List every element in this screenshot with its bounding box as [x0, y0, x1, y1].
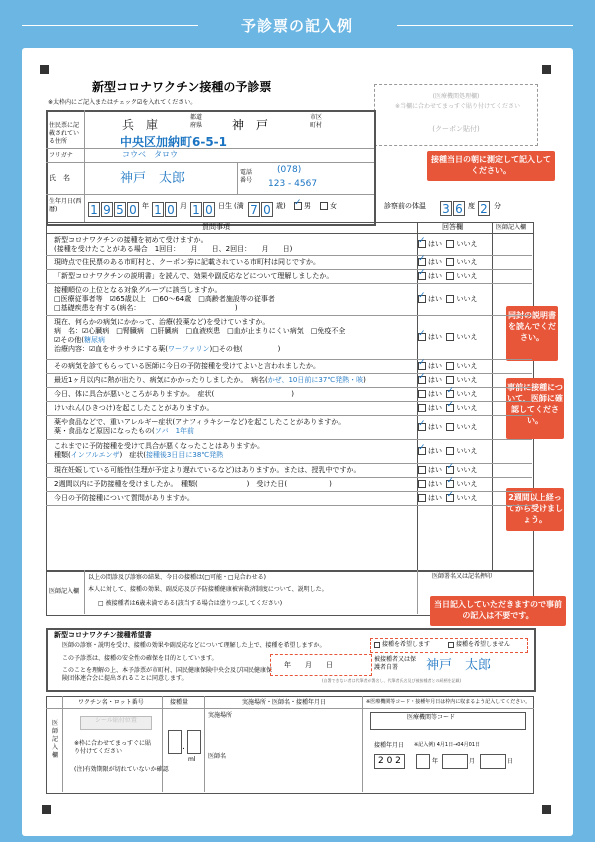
bottom-vertical-label: 医師記入欄 — [52, 720, 59, 759]
yes-checkbox[interactable] — [418, 447, 426, 455]
no-checkbox[interactable] — [446, 390, 454, 398]
day-unit: 日生 — [218, 202, 232, 210]
town-value[interactable]: 中央区加納町6-5-1 — [120, 135, 228, 149]
doctor-line2: 本人に対して、接種の効果、副反応及び予防接種健康被害救済制度について、説明した。 — [88, 586, 328, 593]
doctor-name-label: 医師名 — [208, 753, 227, 760]
table-row — [46, 492, 532, 506]
no-checkbox[interactable] — [446, 480, 454, 488]
seal-note: ※枠に合わせてまっすぐに貼り付けてください — [74, 740, 152, 755]
question-text: 今日の予防接種について質問がありますか。 — [54, 494, 194, 502]
yes-checkbox[interactable] — [418, 466, 426, 474]
callout-ask-doctor: 事前に接種について、医師に確認してください。 — [506, 378, 564, 439]
table-row — [46, 316, 532, 360]
yes-checkbox[interactable] — [418, 295, 426, 303]
temp-label: 診察前の体温 — [384, 202, 426, 210]
no-checkbox[interactable] — [446, 466, 454, 474]
vax-day-box[interactable] — [480, 754, 506, 769]
doctor-sign-label: 医師署名又は記名押印 — [432, 573, 493, 580]
answer-choices[interactable]: はい ✓ いいえ — [418, 494, 477, 503]
title-rule-right — [397, 25, 573, 26]
table-row — [46, 402, 532, 416]
table-row — [46, 440, 532, 464]
vax-month-unit: 月 — [469, 758, 476, 765]
vax-day-unit: 日 — [507, 758, 514, 765]
doctor-line1: 以上の問診及び診察の結果、今日の接種は(□可能・□見合わせる) — [88, 574, 267, 581]
bottom-head-dose: 接種量 — [170, 699, 189, 706]
doctor-section-label: 医師記入欄 — [49, 588, 80, 595]
dose-dot: . — [182, 742, 185, 752]
want-checkbox[interactable] — [374, 642, 380, 648]
coupon-area-title: (クーポン貼付) — [432, 125, 480, 133]
yes-checkbox[interactable] — [418, 404, 426, 412]
city-unit: 市区町村 — [310, 114, 323, 129]
consent-title: 新型コロナワクチン接種希望書 — [54, 631, 152, 639]
dose-unit: ml — [188, 756, 196, 763]
vax-year-unit: 年 — [432, 758, 439, 765]
question-text: 新型コロナワクチンの接種を初めて受けますか。 (接種を受けたことがある場合 1回目： 月 日、2回目： 月 日) — [54, 236, 293, 253]
yes-checkbox[interactable] — [418, 240, 426, 248]
answer-choices[interactable]: ✓はい いいえ — [418, 295, 477, 304]
col-doctor: 医師記入欄 — [496, 224, 527, 231]
answer-choices[interactable]: ✓ はい いいえ — [418, 258, 477, 267]
answer-choices[interactable]: はい ✓ いいえ — [418, 390, 477, 399]
bottom-head-vaccine: ワクチン名・ロット番号 — [78, 699, 144, 706]
signer-note: (自署できない者は代筆者が署名し、代筆者氏名及び被接種者との続柄を記載) — [322, 678, 462, 683]
coupon-area[interactable] — [374, 84, 538, 146]
phone-area[interactable]: (078) — [277, 165, 302, 175]
phone-label: 電話番号 — [240, 169, 253, 184]
question-text: その病気を診てもらっている医師に今日の予防接種を受けてよいと言われましたか。 — [54, 362, 320, 370]
question-text: けいれん(ひきつけ)を起こしたことがありますか。 — [54, 404, 214, 412]
question-text: 「新型コロナワクチンの説明書」を読んで、効果や副反応などについて理解しましたか。 — [54, 272, 334, 280]
pref-unit: 都道府県 — [190, 114, 203, 129]
temp-dec-unit: 分 — [494, 202, 501, 210]
vax-year-prefix[interactable]: 2 0 2 — [374, 754, 405, 769]
dose-box-dec[interactable] — [187, 730, 201, 754]
form-title: 新型コロナワクチン接種の予診票 — [92, 80, 272, 94]
age-prefix: (満 — [234, 202, 244, 210]
male-checkbox[interactable] — [294, 202, 302, 210]
question-text: 今日、体に具合が悪いところがありますか。 症状( ) — [54, 390, 294, 398]
question-text: 最近1ヶ月以内に熱が出たり、病気にかかったりしましたか。 病名(かぜ、10日前に37℃発熱・咳) — [54, 376, 366, 384]
consent-line3: このことを理解の上、本予診票が市町村、国民健康保険中央会及び国民健康保険団体連合会に提出されることに同意します。 — [62, 667, 273, 682]
temp-dec-digit[interactable]: 2 — [478, 198, 491, 217]
month-unit: 月 — [180, 202, 187, 210]
no-checkbox[interactable] — [446, 333, 454, 341]
question-text: 接種順位の上位となる対象グループに該当しますか。 □医療従事者等 ☑65歳以上 □60〜64歳 □高齢者施設等の従事者 □基礎疾患を有する(病名： ) — [54, 286, 275, 312]
birth-year-digits[interactable]: 1 9 5 0 — [88, 199, 140, 218]
name-label: 氏 名 — [49, 174, 70, 182]
female-checkbox[interactable] — [320, 202, 328, 210]
facility-code-box[interactable] — [370, 712, 526, 730]
vax-year-box[interactable] — [416, 754, 430, 769]
question-text: 現時点で住民票のある市町村と、クーポン券に記載されている市町村は同じですか。 — [54, 258, 320, 266]
no-checkbox[interactable] — [446, 272, 454, 280]
answer-choices[interactable]: ✓ はい いいえ — [418, 376, 477, 385]
birth-day-digits[interactable]: 1 0 — [190, 199, 216, 218]
col-answers: 回答欄 — [442, 223, 463, 231]
form-paper — [22, 48, 573, 836]
answer-choices[interactable]: ✓ はい いいえ — [418, 447, 477, 456]
sex-male[interactable]: ✓ 男 — [294, 202, 311, 211]
no-checkbox[interactable] — [446, 447, 454, 455]
no-checkbox[interactable] — [446, 494, 454, 502]
temp-int-digits[interactable]: 3 6 — [440, 198, 466, 217]
answer-choices[interactable]: ✓ はい いいえ — [418, 362, 477, 371]
table-row — [46, 478, 532, 492]
facility-code-label: 医療機関等コード — [407, 714, 456, 721]
callout-temperature: 接種当日の朝に測定して記入してください。 — [427, 151, 555, 181]
yes-checkbox[interactable] — [418, 258, 426, 266]
callout-read-manual: 同封の説明書を読んでください。 — [506, 306, 558, 361]
yes-checkbox[interactable] — [418, 480, 426, 488]
signer-label: 被接種者又は保護者自署 — [374, 656, 417, 671]
callout-two-weeks: 2週間以上経ってから受けましょう。 — [506, 488, 564, 531]
vax-month-box[interactable] — [442, 754, 468, 769]
question-text: 薬や食品などで、重いアレルギー症状(アナフィラキシーなど)を起こしたことがありますか。 薬・食品など原因になったもの(ソバ 1年前 — [54, 418, 346, 435]
page-title-bar — [0, 9, 595, 37]
table-row — [46, 388, 532, 402]
temp-unit: 度 — [468, 202, 475, 210]
address-label: 住民票に記載されている住所 — [49, 122, 80, 145]
no-checkbox[interactable] — [446, 295, 454, 303]
name-value[interactable]: 神戸 太郎 — [120, 171, 186, 186]
yes-checkbox[interactable] — [418, 390, 426, 398]
year-unit: 年 — [142, 202, 149, 210]
consent-notwant[interactable]: 接種を希望しません — [448, 641, 510, 649]
table-row — [46, 464, 532, 478]
yes-checkbox[interactable] — [418, 376, 426, 384]
consent-line2: この予診票は、接種の安全性の確保を目的としています。 — [62, 655, 218, 662]
no-checkbox[interactable] — [446, 362, 454, 370]
birth-label: 生年月日(西暦) — [49, 198, 82, 213]
table-row — [46, 360, 532, 374]
doctor-line3: □ 被接種者は6歳未満である(該当する場合は塗りつぶしてください) — [98, 600, 283, 607]
table-row — [46, 284, 532, 316]
vax-date-label: 接種年月日 — [374, 742, 405, 749]
registration-mark-icon — [542, 65, 551, 74]
question-text: 2週間以内に予防接種を受けましたか。 種類( ) 受けた日( ) — [54, 480, 332, 488]
answer-choices[interactable]: はい ✓ いいえ — [418, 466, 477, 475]
signer-value[interactable]: 神戸 太郎 — [426, 658, 492, 673]
bottom-head-note: ※医療機関等コード・接種年月日は枠内に収まるよう記入してください。 — [366, 699, 531, 705]
furigana-value[interactable]: コウベ タロウ — [122, 150, 178, 159]
col-questions: 質問事項 — [202, 223, 230, 231]
sex-female[interactable]: 女 — [320, 202, 337, 211]
question-text: 現在、何らかの病気にかかって、治療(投薬など)を受けていますか。 病 名：☑心臓病 □腎臓病 □肝臓病 □血液疾患 □血が止まりにくい病気 □免疫不全 ☑その他(糖尿病 治療内容：☑血をサラサラにする薬(ワーファリン)□その他( ) — [54, 318, 346, 353]
coupon-area-note: ※当欄に合わせてまっすぐ貼り付けてください — [395, 103, 521, 110]
yes-checkbox[interactable] — [418, 494, 426, 502]
registration-mark-icon — [40, 65, 49, 74]
dose-box-int[interactable] — [168, 730, 182, 754]
notwant-checkbox[interactable] — [448, 642, 454, 648]
registration-mark-icon — [542, 805, 551, 814]
form-note: ※太枠内にご記入またはチェック☑を入れてください。 — [48, 99, 197, 106]
expiry-note: (注)有効期限が切れていないか確認 — [74, 766, 169, 773]
consent-want[interactable]: 接種を希望します — [374, 641, 430, 649]
yes-checkbox[interactable] — [418, 333, 426, 341]
table-row — [46, 234, 532, 256]
place-label: 実施場所 — [208, 712, 233, 719]
callout-no-prefill: 当日記入していただきますので事前の記入は不要です。 — [430, 596, 566, 626]
answer-choices[interactable]: ✓はい いいえ — [418, 333, 477, 342]
coupon-area-label: (医療機関処理欄) — [432, 93, 480, 100]
birth-month-digits[interactable]: 1 0 — [152, 199, 178, 218]
table-row — [46, 416, 532, 440]
consent-date[interactable]: 年 月 日 — [284, 661, 333, 669]
seal-area[interactable]: シール貼付位置 — [80, 716, 152, 730]
question-text: これまでに予防接種を受けて具合が悪くなったことはありますか。 種類(インフルエンザ) 症状(接種後3日目に38℃発熱 — [54, 442, 264, 459]
vax-date-note: ※記入例) 4月1日→04月01日 — [414, 742, 481, 748]
no-checkbox[interactable] — [446, 258, 454, 266]
consent-line1: 医師の診察・説明を受け、接種の効果や副反応などについて理解した上で、接種を希望しますか。 — [62, 642, 326, 649]
yes-checkbox[interactable] — [418, 423, 426, 431]
table-row — [46, 256, 532, 270]
bottom-head-place: 実施場所・医師名・接種年月日 — [242, 699, 327, 706]
age-suffix: 歳) — [276, 202, 286, 210]
furigana-label: フリガナ — [49, 152, 73, 159]
table-row — [46, 374, 532, 388]
answer-choices[interactable]: ✓ はい いいえ — [418, 272, 477, 281]
answer-choices[interactable]: ✓はい いいえ — [418, 240, 477, 249]
no-checkbox[interactable] — [446, 423, 454, 431]
answer-choices[interactable]: はい ✓ いいえ — [418, 480, 477, 489]
answer-choices[interactable]: はい ✓ いいえ — [418, 404, 477, 413]
page-title: 予診票の記入例 — [240, 17, 353, 35]
yes-checkbox[interactable] — [418, 362, 426, 370]
answer-choices[interactable]: ✓ はい いいえ — [418, 423, 477, 432]
pref-value[interactable]: 兵 庫 — [122, 118, 159, 132]
city-value[interactable]: 神 戸 — [232, 118, 269, 132]
registration-mark-icon — [42, 805, 51, 814]
question-text: 現在妊娠している可能性(生理が予定より遅れているなど)はありますか。または、授乳中ですか。 — [54, 466, 361, 474]
no-checkbox[interactable] — [446, 376, 454, 384]
title-rule-left — [22, 25, 198, 26]
no-checkbox[interactable] — [446, 404, 454, 412]
no-checkbox[interactable] — [446, 240, 454, 248]
table-row — [46, 270, 532, 284]
age-digits[interactable]: 7 0 — [248, 199, 274, 218]
phone-number[interactable]: 123 - 4567 — [268, 179, 318, 189]
yes-checkbox[interactable] — [418, 272, 426, 280]
